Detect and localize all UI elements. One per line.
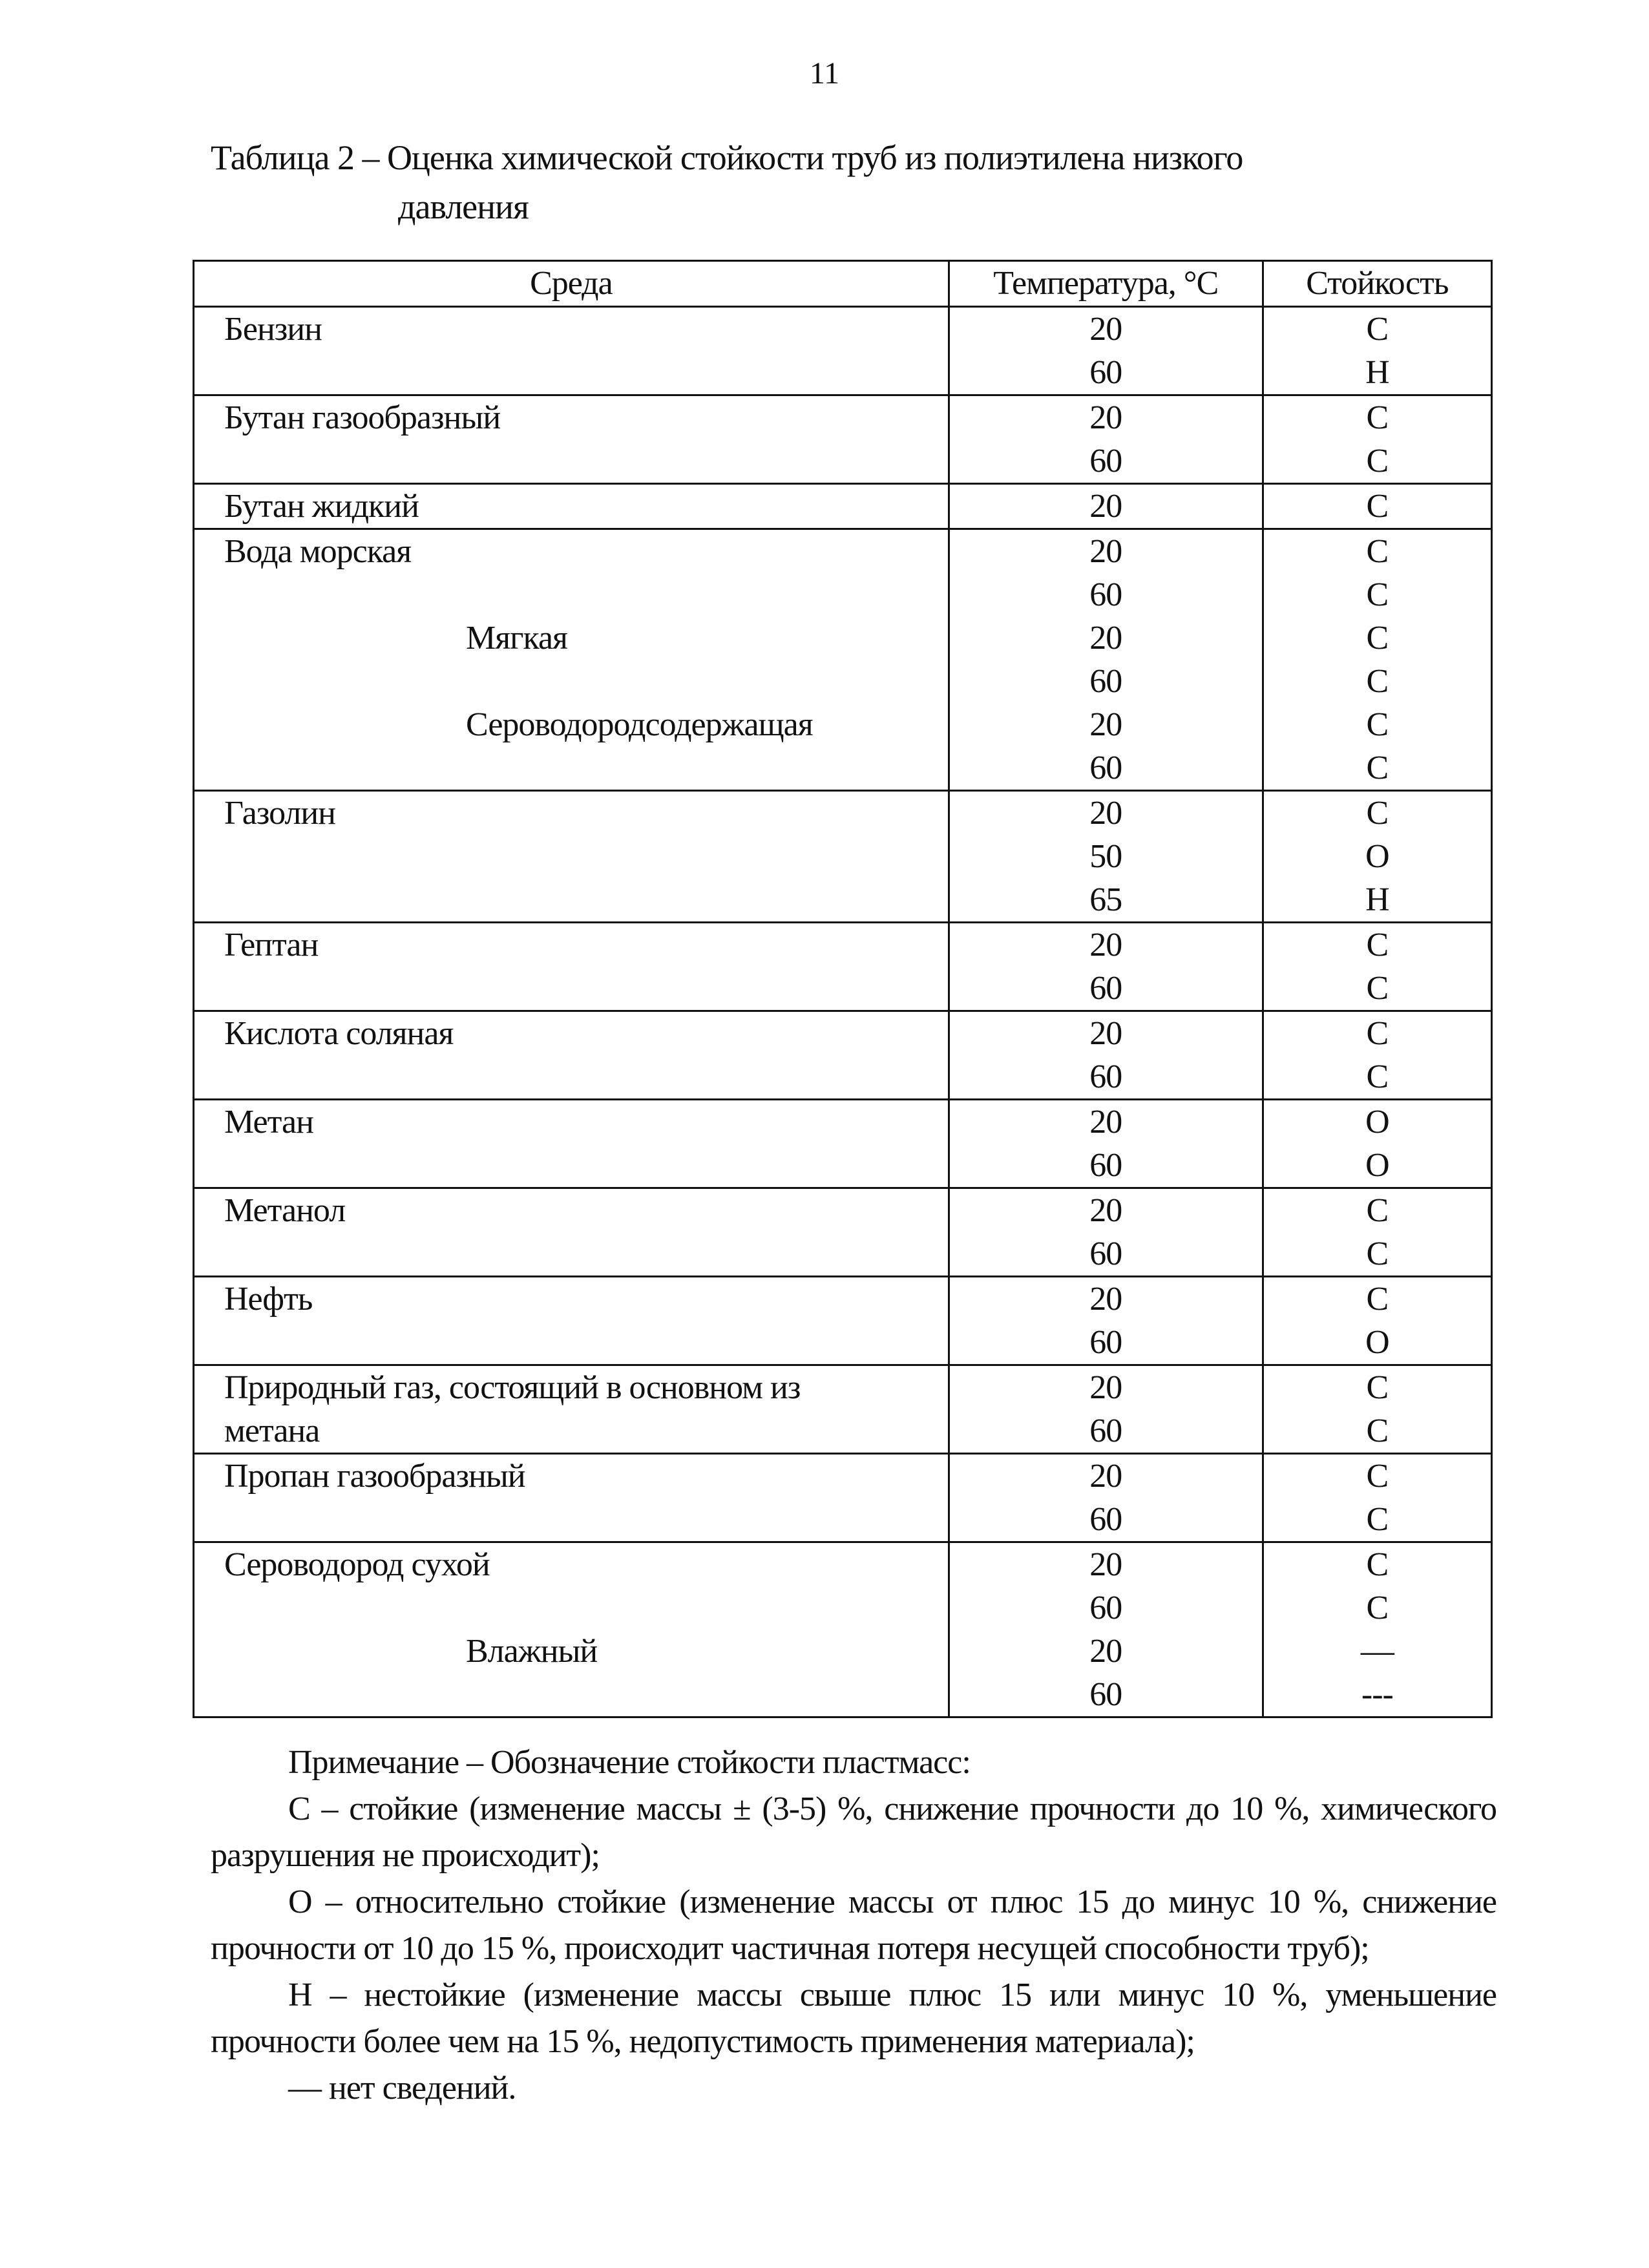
table-row	[194, 1144, 1492, 1188]
table-row	[194, 1454, 1492, 1498]
cell-resistance: С	[1263, 1498, 1491, 1542]
cell-resistance: О	[1263, 1321, 1491, 1365]
cell-temperature: 20	[949, 1100, 1263, 1144]
cell-resistance: С	[1263, 1188, 1491, 1233]
table-title-line-2: давления	[398, 187, 529, 226]
header-resistance: Стойкость	[1263, 261, 1491, 307]
header-environment: Среда	[194, 261, 949, 307]
cell-temperature: 20	[949, 1542, 1263, 1587]
cell-environment	[194, 878, 949, 923]
note-resistant: С – стойкие (изменение массы ± (3-5) %, снижение прочности до 10 %, химического разрушения не происходит);	[211, 1790, 1497, 1874]
cell-temperature: 20	[949, 395, 1263, 440]
cell-resistance: —	[1263, 1630, 1491, 1673]
cell-temperature: 60	[949, 1232, 1263, 1277]
table-row	[194, 1673, 1492, 1717]
cell-temperature: 20	[949, 791, 1263, 835]
table-row	[194, 573, 1492, 616]
cell-environment: Нефть	[194, 1277, 949, 1321]
table-row	[194, 746, 1492, 791]
cell-environment: Кислота соляная	[194, 1011, 949, 1056]
cell-resistance: С	[1263, 703, 1491, 746]
table-title	[211, 133, 1438, 231]
table-row	[194, 351, 1492, 395]
table-row	[194, 923, 1492, 967]
cell-temperature: 60	[949, 1586, 1263, 1630]
cell-temperature: 20	[949, 923, 1263, 967]
cell-resistance: ---	[1263, 1673, 1491, 1717]
cell-environment	[194, 660, 949, 703]
cell-resistance: С	[1263, 573, 1491, 616]
table-row	[194, 878, 1492, 923]
cell-resistance: Н	[1263, 351, 1491, 395]
cell-temperature: 60	[949, 1409, 1263, 1454]
cell-temperature: 20	[949, 1365, 1263, 1410]
table-row	[194, 439, 1492, 484]
cell-environment: Метан	[194, 1100, 949, 1144]
cell-environment	[194, 1498, 949, 1542]
cell-environment: Влажный	[194, 1630, 949, 1673]
cell-temperature: 65	[949, 878, 1263, 923]
cell-resistance: О	[1263, 835, 1491, 878]
cell-environment	[194, 1144, 949, 1188]
table-row	[194, 1630, 1492, 1673]
table-row	[194, 529, 1492, 574]
header-temperature: Температура, °С	[949, 261, 1263, 307]
cell-resistance: С	[1263, 484, 1491, 529]
table-row	[194, 307, 1492, 352]
table-row	[194, 1365, 1492, 1410]
page-number: 11	[809, 56, 840, 90]
cell-environment	[194, 351, 949, 395]
cell-environment	[194, 1055, 949, 1100]
cell-environment	[194, 1586, 949, 1630]
cell-resistance: С	[1263, 1542, 1491, 1587]
cell-environment: Бутан жидкий	[194, 484, 949, 529]
table-header-row	[194, 261, 1492, 307]
table-title-line-1: Таблица 2 – Оценка химической стойкости труб из полиэтилена низкого	[211, 138, 1243, 177]
cell-resistance: С	[1263, 923, 1491, 967]
cell-temperature: 20	[949, 1454, 1263, 1498]
cell-resistance: С	[1263, 439, 1491, 484]
cell-resistance: С	[1263, 1011, 1491, 1056]
cell-temperature: 60	[949, 1055, 1263, 1100]
cell-temperature: 20	[949, 1277, 1263, 1321]
cell-temperature: 20	[949, 307, 1263, 352]
cell-resistance: Н	[1263, 878, 1491, 923]
cell-resistance: С	[1263, 791, 1491, 835]
cell-resistance: С	[1263, 1055, 1491, 1100]
cell-resistance: С	[1263, 1277, 1491, 1321]
cell-environment	[194, 573, 949, 616]
note-heading: Примечание – Обозначение стойкости пластмасс:	[288, 1744, 971, 1781]
cell-resistance: С	[1263, 395, 1491, 440]
table-row	[194, 484, 1492, 529]
table-row	[194, 967, 1492, 1011]
cell-environment: Сероводород сухой	[194, 1542, 949, 1587]
cell-resistance: С	[1263, 1232, 1491, 1277]
table-row	[194, 1321, 1492, 1365]
table-row	[194, 1277, 1492, 1321]
table-row	[194, 1586, 1492, 1630]
cell-resistance: С	[1263, 616, 1491, 660]
cell-environment	[194, 1673, 949, 1717]
cell-temperature: 20	[949, 703, 1263, 746]
cell-temperature: 60	[949, 1673, 1263, 1717]
cell-environment	[194, 439, 949, 484]
cell-resistance: С	[1263, 1365, 1491, 1410]
cell-environment: Метанол	[194, 1188, 949, 1233]
cell-environment: Пропан газообразный	[194, 1454, 949, 1498]
table-row	[194, 1232, 1492, 1277]
table-row	[194, 703, 1492, 746]
table-row	[194, 395, 1492, 440]
cell-environment: Природный газ, состоящий в основном из	[194, 1365, 949, 1410]
cell-resistance: С	[1263, 746, 1491, 791]
cell-temperature: 60	[949, 1321, 1263, 1365]
cell-temperature: 20	[949, 1630, 1263, 1673]
cell-resistance: О	[1263, 1144, 1491, 1188]
cell-environment: метана	[194, 1409, 949, 1454]
table-row	[194, 835, 1492, 878]
cell-temperature: 60	[949, 746, 1263, 791]
table-row	[194, 1100, 1492, 1144]
table-row	[194, 1188, 1492, 1233]
cell-temperature: 60	[949, 967, 1263, 1011]
cell-resistance: О	[1263, 1100, 1491, 1144]
cell-environment	[194, 835, 949, 878]
table-row	[194, 1409, 1492, 1454]
cell-resistance: С	[1263, 967, 1491, 1011]
cell-temperature: 60	[949, 573, 1263, 616]
cell-environment: Сероводородсодержащая	[194, 703, 949, 746]
cell-temperature: 60	[949, 351, 1263, 395]
table-row	[194, 1542, 1492, 1587]
cell-resistance: С	[1263, 1586, 1491, 1630]
cell-temperature: 20	[949, 484, 1263, 529]
cell-environment	[194, 967, 949, 1011]
table-body	[194, 307, 1492, 1717]
table-row	[194, 616, 1492, 660]
cell-environment	[194, 746, 949, 791]
note-non-resistant: Н – нестойкие (изменение массы свыше плюс 15 или минус 10 %, уменьшение прочности более чем на 15 %, недопустимость применения материала);	[211, 1977, 1497, 2060]
cell-environment	[194, 1321, 949, 1365]
cell-temperature: 20	[949, 529, 1263, 574]
cell-environment: Бензин	[194, 307, 949, 352]
cell-resistance: С	[1263, 1409, 1491, 1454]
cell-environment: Мягкая	[194, 616, 949, 660]
table-row	[194, 660, 1492, 703]
cell-environment: Вода морская	[194, 529, 949, 574]
cell-environment: Газолин	[194, 791, 949, 835]
cell-environment: Гептан	[194, 923, 949, 967]
cell-resistance: С	[1263, 1454, 1491, 1498]
cell-resistance: С	[1263, 660, 1491, 703]
cell-environment: Бутан газообразный	[194, 395, 949, 440]
cell-temperature: 50	[949, 835, 1263, 878]
note-no-data: — нет сведений.	[288, 2070, 516, 2106]
table-row	[194, 1011, 1492, 1056]
table-row	[194, 1498, 1492, 1542]
table-row	[194, 1055, 1492, 1100]
cell-resistance: С	[1263, 529, 1491, 574]
cell-temperature: 60	[949, 439, 1263, 484]
cell-temperature: 60	[949, 1144, 1263, 1188]
note-block	[211, 1739, 1497, 2112]
cell-resistance: С	[1263, 307, 1491, 352]
cell-temperature: 20	[949, 1188, 1263, 1233]
chemical-resistance-table	[193, 260, 1493, 1718]
note-relatively-resistant: О – относительно стойкие (изменение массы от плюс 15 до минус 10 %, снижение прочности от 10 до 15 %, происходит частичная потеря несущей способности труб);	[211, 1884, 1497, 1967]
cell-temperature: 60	[949, 660, 1263, 703]
cell-temperature: 60	[949, 1498, 1263, 1542]
cell-environment	[194, 1232, 949, 1277]
cell-temperature: 20	[949, 616, 1263, 660]
cell-temperature: 20	[949, 1011, 1263, 1056]
table-row	[194, 791, 1492, 835]
